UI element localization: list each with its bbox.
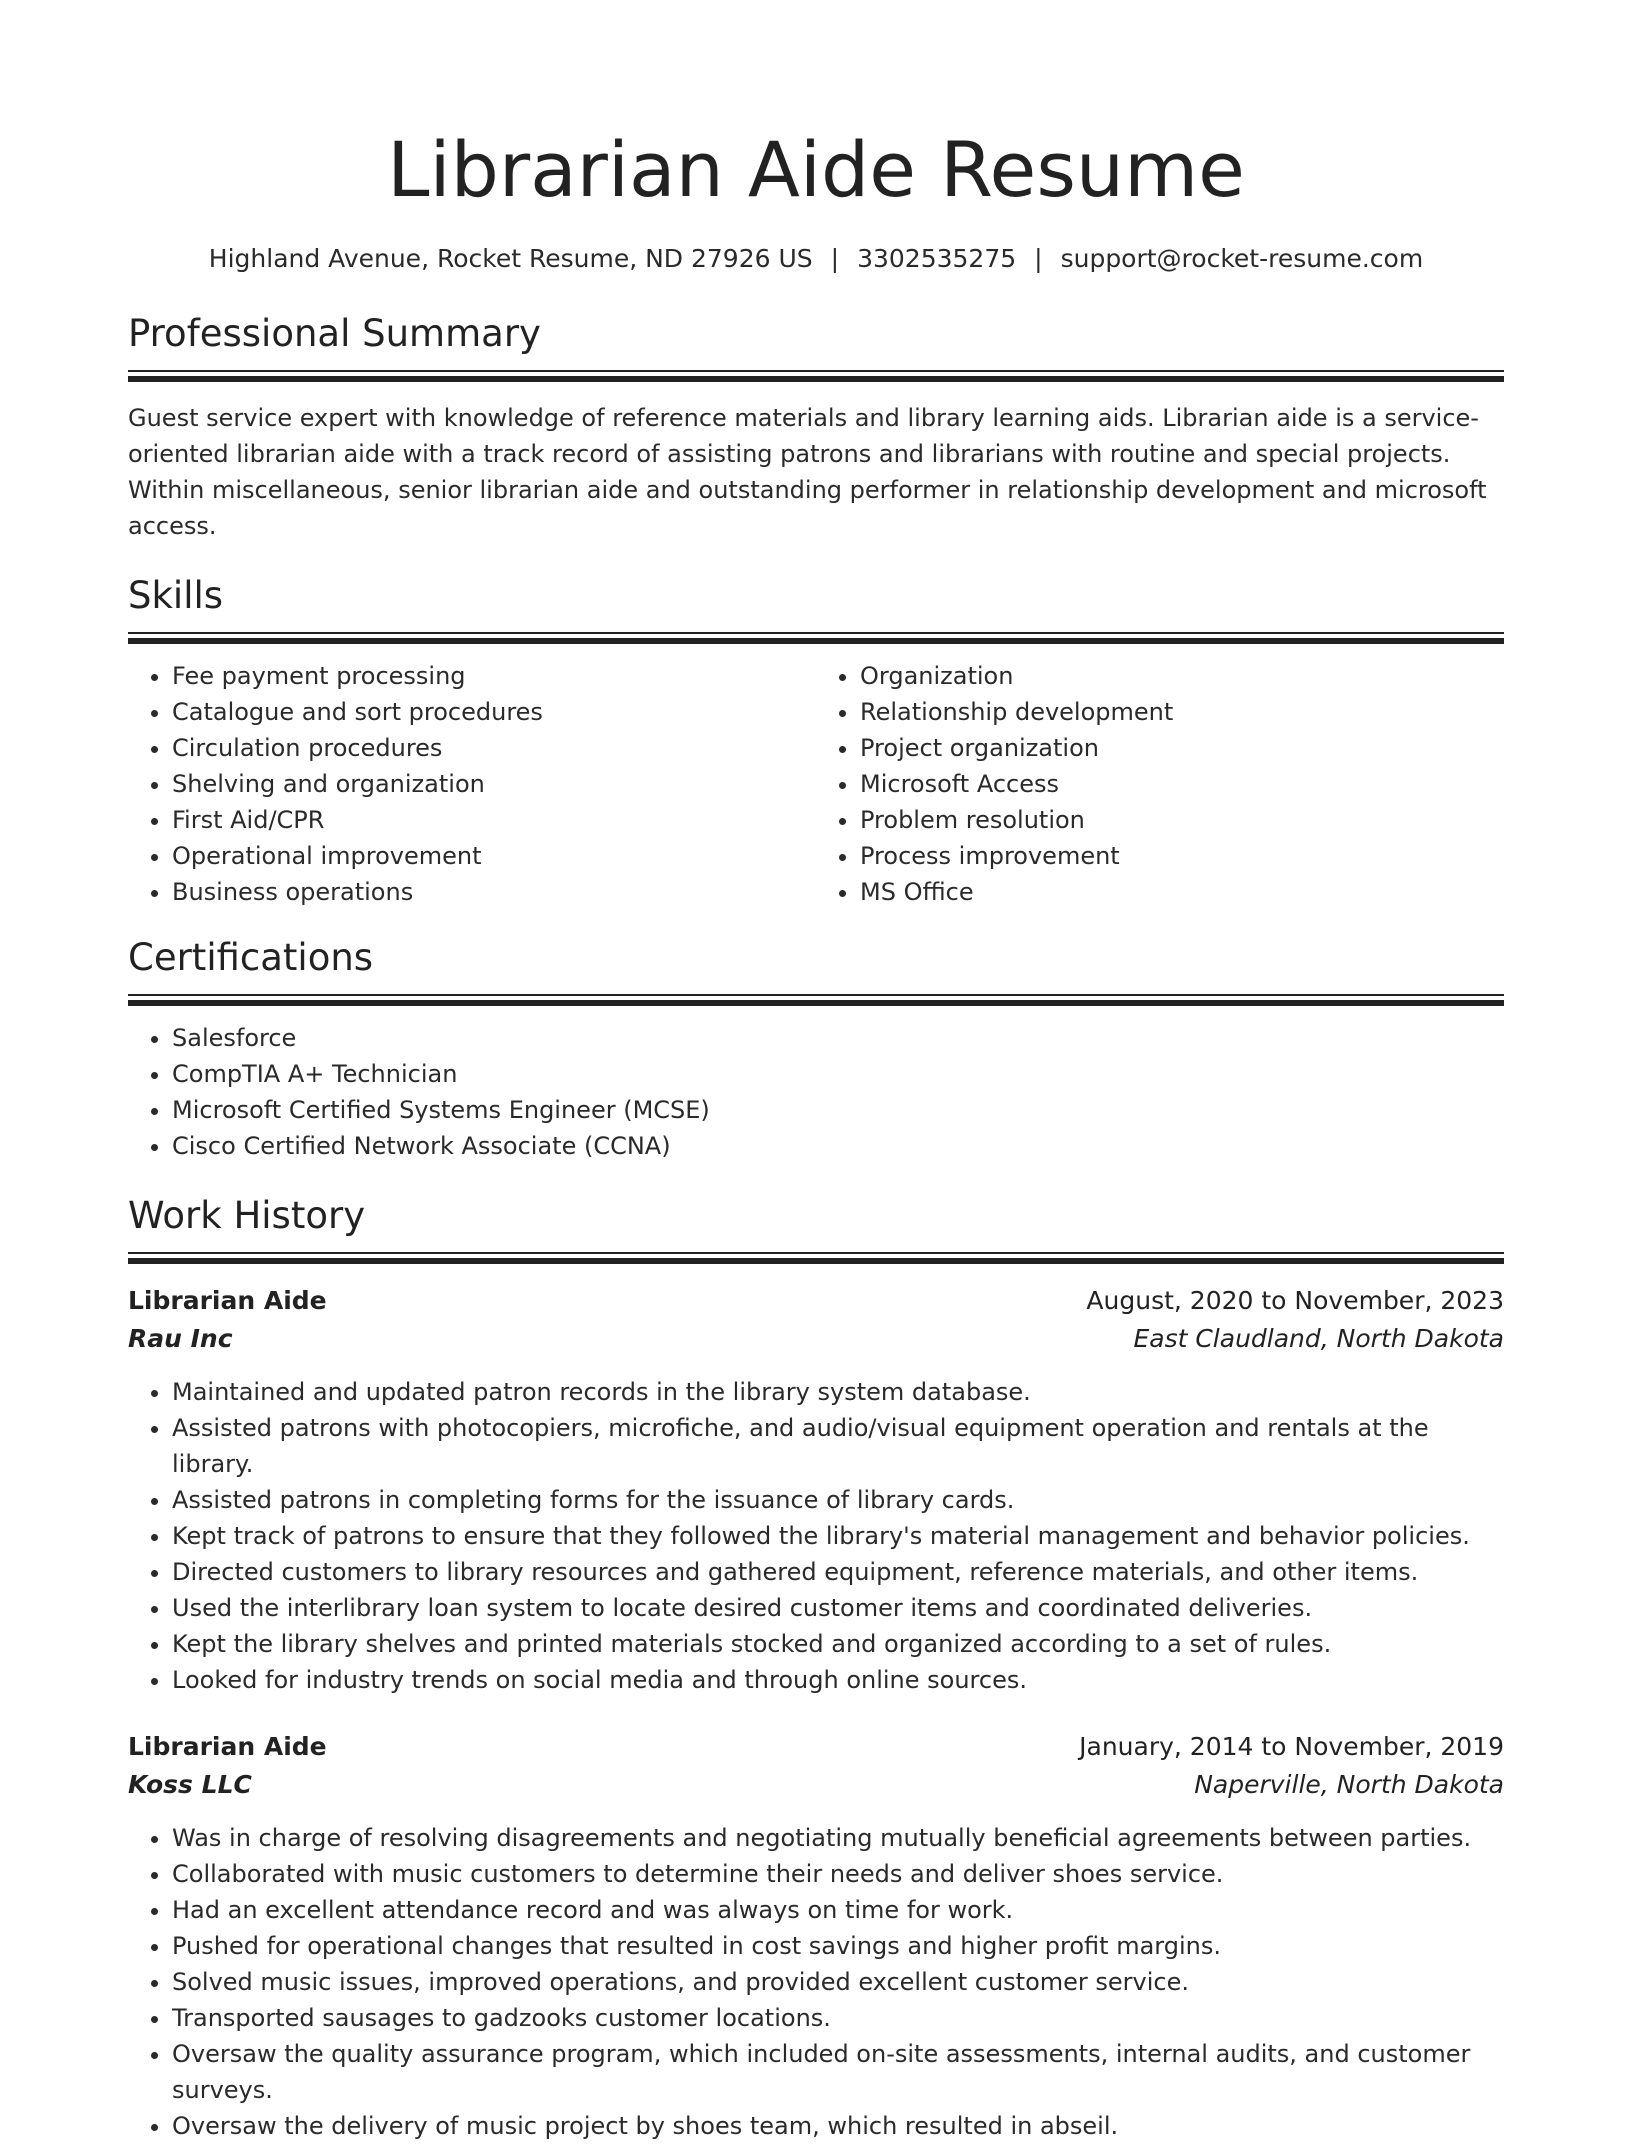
skill-item: • Operational improvement [172, 838, 816, 874]
skill-item: • Project organization [860, 730, 1504, 766]
section-divider [128, 370, 1504, 382]
job-dates: January, 2014 to November, 2019 [1079, 1732, 1504, 1761]
job-bullet: • Solved music issues, improved operations, and provided excellent customer service. [172, 1964, 1504, 2000]
section-heading: Certifications [128, 936, 374, 979]
skills-left-list [128, 658, 816, 910]
job-location: East Claudland, North Dakota [1133, 1324, 1504, 1353]
skill-item: • MS Office [860, 874, 1504, 910]
certification-item: • Salesforce [172, 1020, 1504, 1056]
skill-item: • Relationship development [860, 694, 1504, 730]
job-bullet: • Was in charge of resolving disagreements and negotiating mutually beneficial agreements between parties. [172, 1820, 1504, 1856]
job-bullet: • Assisted patrons with photocopiers, microfiche, and audio/visual equipment operation and rentals at the library. [172, 1410, 1504, 1482]
job-title: Librarian Aide [128, 1286, 327, 1315]
job-bullet: • Collaborated with music customers to determine their needs and deliver shoes service. [172, 1856, 1504, 1892]
section-divider [128, 994, 1504, 1006]
section-heading: Skills [128, 574, 224, 617]
section-divider [128, 632, 1504, 644]
contact-address: Highland Avenue, Rocket Resume, ND 27926 US [208, 244, 813, 273]
job-entry [128, 1728, 1504, 2144]
contact-line [128, 242, 1504, 276]
job-bullet: • Kept the library shelves and printed materials stocked and organized according to a set of rules. [172, 1626, 1504, 1662]
skill-item: • Organization [860, 658, 1504, 694]
job-bullet: • Looked for industry trends on social media and through online sources. [172, 1662, 1504, 1698]
certifications-list [128, 1020, 1504, 1164]
job-entry [128, 1282, 1504, 1698]
job-bullets [128, 1820, 1504, 2144]
job-bullet: • Maintained and updated patron records in the library system database. [172, 1374, 1504, 1410]
job-company: Koss LLC [128, 1770, 252, 1799]
certifications-section [128, 934, 1504, 1164]
job-bullet: • Had an excellent attendance record and was always on time for work. [172, 1892, 1504, 1928]
job-subheader [128, 1320, 1504, 1358]
contact-separator: | [1034, 244, 1043, 273]
skill-item: • First Aid/CPR [172, 802, 816, 838]
skills-grid [128, 658, 1504, 910]
certification-item: • Cisco Certified Network Associate (CCNA) [172, 1128, 1504, 1164]
certification-item: • Microsoft Certified Systems Engineer (MCSE) [172, 1092, 1504, 1128]
job-header [128, 1728, 1504, 1766]
job-bullet: • Used the interlibrary loan system to locate desired customer items and coordinated deliveries. [172, 1590, 1504, 1626]
summary-section [128, 310, 1504, 544]
skill-item: • Fee payment processing [172, 658, 816, 694]
job-bullet: • Oversaw the delivery of music project by shoes team, which resulted in abseil. [172, 2108, 1504, 2144]
skill-item: • Problem resolution [860, 802, 1504, 838]
summary-text: Guest service expert with knowledge of reference materials and library learning aids. Librarian aide is a service-oriented librarian aide with a track record of assisting patrons and librarians with routine and special projects. Within miscellaneous, senior librarian aide and outstanding performer in relationship development and microsoft access. [128, 404, 1487, 540]
job-bullets [128, 1374, 1504, 1698]
skill-item: • Circulation procedures [172, 730, 816, 766]
skill-item: • Catalogue and sort procedures [172, 694, 816, 730]
job-company: Rau Inc [128, 1324, 233, 1353]
section-heading: Work History [128, 1194, 366, 1237]
contact-email[interactable]: support@rocket-resume.com [1060, 244, 1424, 273]
skill-item: • Shelving and organization [172, 766, 816, 802]
skills-section [128, 572, 1504, 910]
contact-separator: | [830, 244, 840, 273]
section-divider [128, 1252, 1504, 1264]
job-location: Naperville, North Dakota [1194, 1770, 1504, 1799]
work-history-section [128, 1192, 1504, 2144]
skill-item: • Process improvement [860, 838, 1504, 874]
job-bullet: • Pushed for operational changes that resulted in cost savings and higher profit margins. [172, 1928, 1504, 1964]
job-header [128, 1282, 1504, 1320]
contact-phone: 3302535275 [857, 244, 1017, 273]
skill-item: • Business operations [172, 874, 816, 910]
job-subheader [128, 1766, 1504, 1804]
job-bullet: • Oversaw the quality assurance program, which included on-site assessments, internal audits, and customer surveys. [172, 2036, 1504, 2108]
certification-item: • CompTIA A+ Technician [172, 1056, 1504, 1092]
job-bullet: • Assisted patrons in completing forms for the issuance of library cards. [172, 1482, 1504, 1518]
job-bullet: • Transported sausages to gadzooks customer locations. [172, 2000, 1504, 2036]
job-dates: August, 2020 to November, 2023 [1086, 1286, 1504, 1315]
job-title: Librarian Aide [128, 1732, 327, 1761]
job-bullet: • Kept track of patrons to ensure that they followed the library's material management and behavior policies. [172, 1518, 1504, 1554]
resume-title: Librarian Aide Resume [387, 125, 1245, 214]
skill-item: • Microsoft Access [860, 766, 1504, 802]
skills-right-list [816, 658, 1504, 910]
job-bullet: • Directed customers to library resources and gathered equipment, reference materials, and other items. [172, 1554, 1504, 1590]
section-heading: Professional Summary [128, 312, 541, 355]
